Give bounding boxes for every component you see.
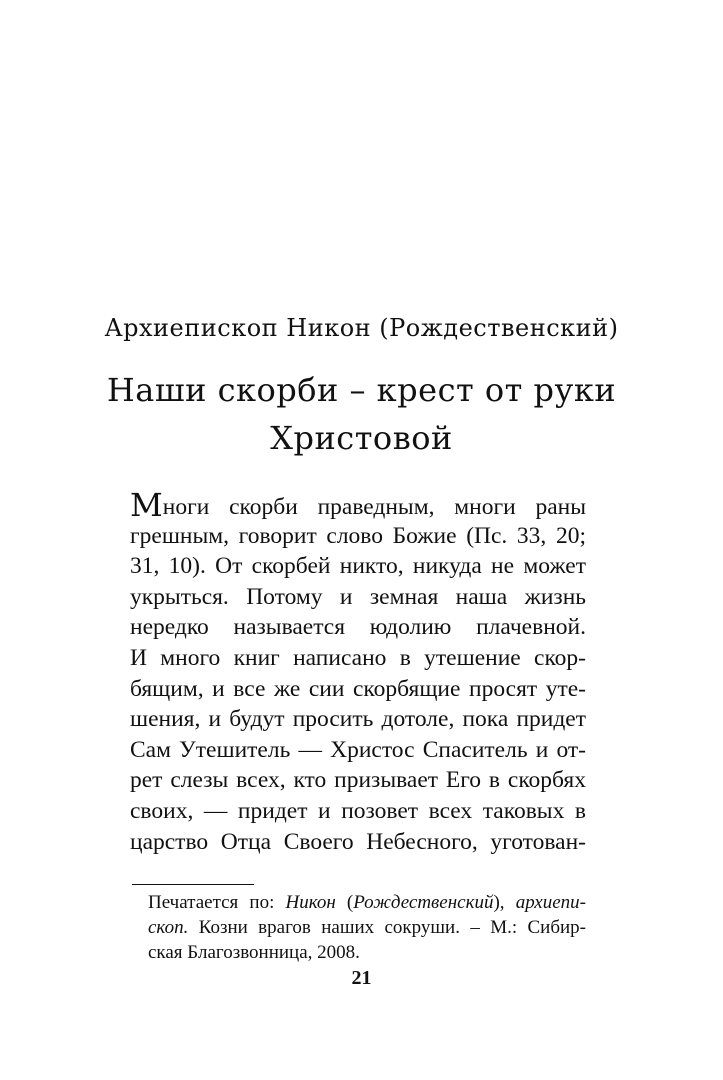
page-title [90,366,633,462]
footnote-paren: ), [493,892,516,913]
body-paragraph [130,486,586,857]
footnote [148,890,586,965]
body-line: царство Отца Своего Небесного, уготован- [130,828,586,855]
body-line-text: ноги скорби праведным, многи раны [162,494,586,520]
body-line: шения, и будут просить дотоле, пока придет [130,706,586,733]
footnote-author-surname: Рождественский [353,892,494,913]
body-line: грешным, говорит слово Божие (Пс. 33, 20; [130,522,586,549]
footnote-prefix: Печатается по: [148,892,286,913]
footnote-source: Козни врагов наших сокруши. – М.: Сибир- [188,917,586,938]
page-number: 21 [351,967,372,989]
footnote-line [148,915,586,940]
footnote-line [148,890,586,915]
body-line: рет слезы всех, кто призывает Его в скорбях [130,767,586,794]
drop-cap: М [130,486,163,524]
body-line: нередко называется юдолию плачевной. [130,614,586,641]
body-line [130,486,586,524]
footnote-rank: скоп. [148,917,189,938]
body-line: своих, — придет и позовет всех таковых в [130,797,586,824]
title-line-1: Наши скорби – крест от руки [106,371,617,409]
title-line-2: Христовой [270,419,453,457]
body-line: Сам Утешитель — Христос Спаситель и от- [130,736,586,763]
footnote-author: Никон [285,892,336,913]
footnote-divider [132,884,254,885]
author-heading: Архиепископ Никон (Рождественский) [104,314,619,342]
body-line: И много книг написано в утешение скор- [130,644,586,671]
body-line: бящим, и все же сии скорбящие просят уте- [130,675,586,702]
footnote-rank: архиепи- [515,892,587,913]
body-line: 31, 10). От скорбей никто, никуда не может [130,553,586,580]
footnote-paren: ( [335,892,354,913]
footnote-line: ская Благозвонница, 2008. [148,942,360,963]
body-line: укрыться. Потому и земная наша жизнь [130,583,586,610]
